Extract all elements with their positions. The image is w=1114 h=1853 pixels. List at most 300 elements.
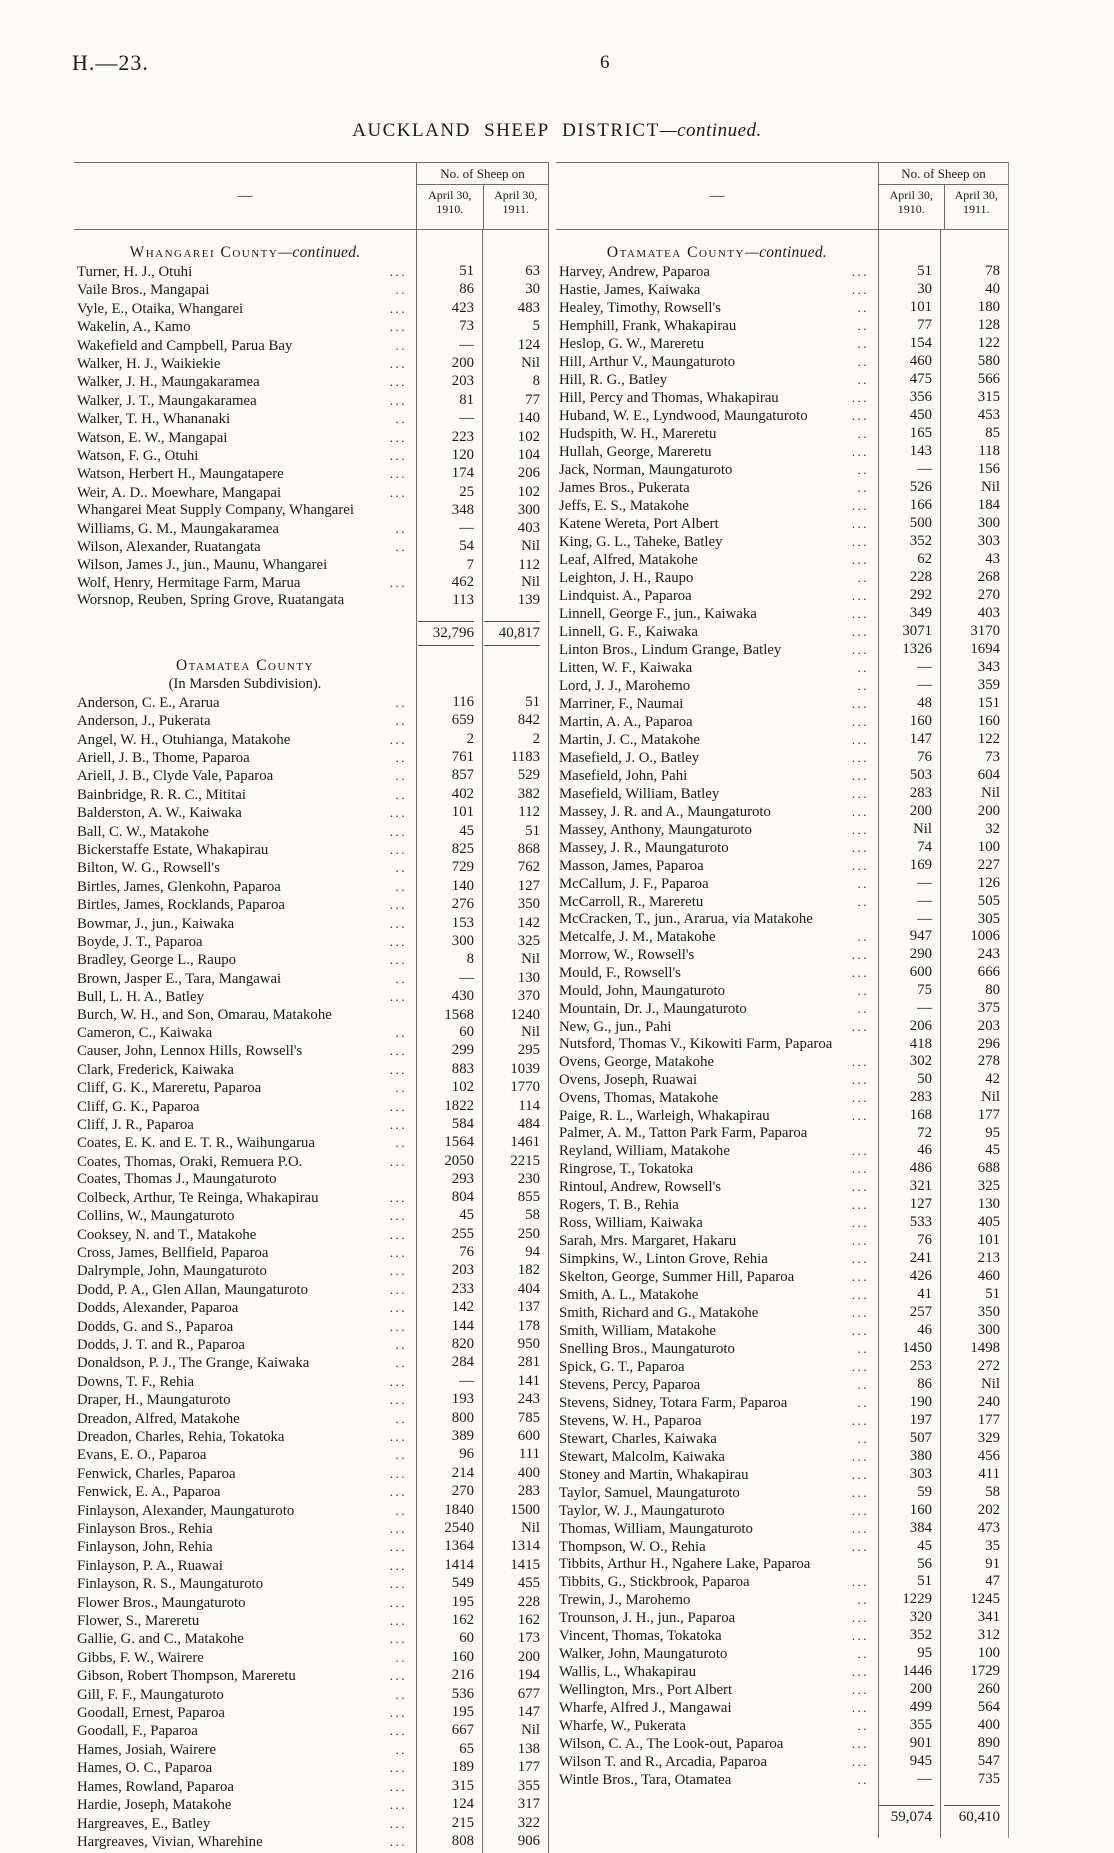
owner-name: Wharfe, Alfred J., Mangawai <box>559 1700 732 1716</box>
owner-name: Dalrymple, John, Maungaturoto <box>77 1263 267 1280</box>
owner-name: Flower Bros., Maungaturoto <box>77 1594 246 1611</box>
table-row <box>74 557 548 574</box>
sheep-1910-value: — <box>459 410 474 427</box>
owner-name-cell <box>556 515 878 533</box>
owner-name-cell <box>74 502 416 519</box>
owner-name-cell <box>74 1061 416 1079</box>
dot-leader: ... <box>389 1318 407 1334</box>
sheep-1911-value: 122 <box>977 731 1000 747</box>
owner-name-cell <box>556 785 878 803</box>
sheep-1910-value: 320 <box>909 1609 932 1625</box>
owner-name-cell <box>74 1796 416 1814</box>
owner-name-cell <box>74 1153 416 1171</box>
owner-name: Whangarei Meat Supply Company, Whangarei <box>77 502 354 519</box>
owner-name: Leaf, Alfred, Matakohe <box>559 552 698 568</box>
dot-leader: ... <box>851 588 869 603</box>
sheep-1910-value: 418 <box>909 1036 932 1052</box>
table-row <box>74 1299 548 1317</box>
owner-name-cell <box>556 857 878 875</box>
sheep-1910-value: 1326 <box>902 641 932 657</box>
owner-name-cell <box>74 465 416 483</box>
sheep-1911-value: 140 <box>517 410 540 427</box>
sheep-1911-value: 58 <box>985 1484 1000 1500</box>
col-header-1911: April 30, 1911. <box>944 185 1009 229</box>
table-row <box>74 392 548 410</box>
owner-name-cell <box>556 281 878 299</box>
sheep-1911-value: 130 <box>977 1196 1000 1212</box>
sheep-1910-value: 255 <box>451 1225 474 1242</box>
dot-leader: ... <box>389 374 407 390</box>
owner-name: Ariell, J. B., Thome, Paparoa <box>77 749 250 766</box>
owner-name: Harvey, Andrew, Paparoa <box>559 264 710 280</box>
dot-leader: ... <box>389 1465 407 1481</box>
sheep-1910-value: 1364 <box>444 1538 474 1555</box>
owner-name: Ariell, J. B., Clyde Vale, Paparoa <box>77 768 274 785</box>
owner-name: Brown, Jasper E., Tara, Mangawai <box>77 970 282 987</box>
sheep-1911-value: 151 <box>977 695 1000 711</box>
dot-leader: ... <box>389 1373 407 1389</box>
sheep-1910-value: 1564 <box>444 1134 474 1151</box>
total-1910-cell <box>416 619 482 648</box>
sheep-1911-value: 102 <box>517 483 540 500</box>
table-row <box>74 1796 548 1814</box>
dot-leader: ... <box>389 1760 407 1776</box>
dot-leader: ... <box>851 390 869 405</box>
sheep-1910-value: 3071 <box>902 623 932 639</box>
dot-leader: ... <box>851 732 869 747</box>
owner-name: Anderson, J., Pukerata <box>77 713 211 730</box>
dot-leader: .. <box>857 462 869 477</box>
sheep-1911-value: 325 <box>517 933 540 949</box>
owner-name: Wilson T. and R., Arcadia, Paparoa <box>559 1754 768 1770</box>
sheep-1910-value: 450 <box>909 407 932 423</box>
dot-leader: .. <box>395 1080 407 1096</box>
owner-name: Smith, A. L., Matakohe <box>559 1287 699 1303</box>
sheep-1911-value: 162 <box>517 1612 540 1629</box>
section-heading <box>74 657 416 675</box>
sheep-1910-value: 389 <box>451 1427 474 1444</box>
sheep-1911-value: 1314 <box>510 1538 540 1555</box>
sheep-1911-value: 400 <box>517 1464 540 1481</box>
dot-leader: ... <box>389 1833 407 1849</box>
owner-name-cell <box>556 1376 878 1394</box>
sheep-1910-value: 349 <box>909 605 932 621</box>
sheep-1910-value: 46 <box>917 1322 932 1338</box>
owner-name-cell <box>556 1663 878 1681</box>
sheep-1910-value: 197 <box>909 1412 932 1428</box>
sheep-1911-value: 762 <box>517 859 540 876</box>
sheep-1910-value: — <box>917 659 932 675</box>
owner-name: Donaldson, P. J., The Grange, Kaiwaka <box>77 1355 310 1372</box>
dot-leader: ... <box>851 714 869 729</box>
owner-name-cell <box>556 461 878 479</box>
sheep-1911-value: 529 <box>517 767 540 784</box>
dot-leader: .. <box>857 1001 869 1016</box>
document-reference: H.—23. <box>72 50 149 75</box>
dot-leader: ... <box>389 1226 407 1242</box>
table-row <box>74 300 548 318</box>
sheep-1910-value: 299 <box>451 1042 474 1059</box>
sheep-1910-value: 292 <box>909 587 932 603</box>
column-rule <box>416 230 417 1853</box>
page-title <box>0 120 1114 142</box>
sheep-1911-value: Nil <box>521 573 540 590</box>
owner-name: Ross, William, Kaiwaka <box>559 1215 703 1231</box>
sheep-1911-value: 483 <box>517 299 540 316</box>
table-row <box>74 1446 548 1464</box>
sheep-1910-value: 253 <box>909 1358 932 1374</box>
sheep-1911-value: 147 <box>517 1704 540 1721</box>
owner-name-cell <box>74 1465 416 1483</box>
dot-leader: ... <box>389 1208 407 1224</box>
dot-leader: .. <box>395 337 407 353</box>
dot-leader: ... <box>389 1815 407 1831</box>
sheep-1911-value: 906 <box>517 1832 540 1849</box>
table-row <box>74 988 548 1006</box>
owner-name-cell <box>556 731 878 749</box>
sheep-1911-value: 137 <box>517 1299 540 1316</box>
table-row <box>74 970 548 988</box>
owner-name: Bickerstaffe Estate, Whakapirau <box>77 841 269 858</box>
left-table <box>74 162 549 1853</box>
owner-name-cell <box>556 1340 878 1358</box>
owner-name: Litten, W. F., Kaiwaka <box>559 660 693 676</box>
sheep-1910-value: — <box>917 893 932 909</box>
dot-leader: ... <box>851 1161 869 1176</box>
owner-name-cell <box>556 623 878 641</box>
dot-leader: ... <box>389 1521 407 1536</box>
sheep-1911-value: 403 <box>517 519 540 536</box>
sheep-1911-value: 666 <box>977 964 1000 980</box>
sheep-1910-value: 8 <box>466 951 474 968</box>
dot-leader: .. <box>857 426 869 441</box>
dot-leader: ... <box>851 1754 869 1769</box>
sheep-1911-value: 300 <box>977 1322 1000 1338</box>
owner-name: Finlayson, P. A., Ruawai <box>77 1557 223 1574</box>
owner-name-cell <box>74 1667 416 1685</box>
sheep-1911-value: Nil <box>521 538 540 555</box>
sheep-1910-value: 120 <box>451 447 474 464</box>
table-row <box>74 804 548 822</box>
owner-name: Gibson, Robert Thompson, Mareretu <box>77 1668 296 1685</box>
owner-name: Paige, R. L., Warleigh, Whakapirau <box>559 1108 770 1124</box>
owner-name-cell <box>556 1322 878 1340</box>
owner-name-cell <box>556 1142 878 1160</box>
sheep-1910-value: 214 <box>451 1464 474 1481</box>
sheep-1911-value: 295 <box>517 1042 540 1059</box>
section-heading <box>556 244 878 262</box>
dot-leader: .. <box>395 1686 407 1702</box>
owner-name: Stevens, W. H., Paparoa <box>559 1413 702 1429</box>
sheep-1910-value: 48 <box>917 695 932 711</box>
table-row <box>74 1207 548 1225</box>
sheep-1910-value: 384 <box>909 1520 932 1536</box>
sheep-1911-value: 1245 <box>970 1591 1000 1607</box>
column-rule <box>940 230 941 1838</box>
owner-name: Hastie, James, Kaiwaka <box>559 282 701 298</box>
name-column-header: — <box>237 187 253 204</box>
owner-name-cell <box>74 731 416 749</box>
name-column-header: — <box>709 187 725 204</box>
owner-name-cell <box>556 821 878 839</box>
owner-name-cell <box>74 281 416 299</box>
owner-name-cell <box>556 641 878 659</box>
owner-name: Snelling Bros., Maungaturoto <box>559 1341 735 1357</box>
sheep-1911-value: 677 <box>517 1685 540 1702</box>
sheep-1911-value: 1183 <box>510 748 540 765</box>
sheep-1910-value: — <box>459 336 474 353</box>
owner-name: Rintoul, Andrew, Rowsell's <box>559 1179 722 1195</box>
table-row <box>74 786 548 804</box>
owner-name-cell <box>74 1318 416 1336</box>
section-subheading: (In Marsden Subdivision). <box>168 675 322 692</box>
owner-name-cell <box>74 592 416 609</box>
sheep-1911-value: 2215 <box>510 1152 540 1169</box>
sheep-1910-value: — <box>917 1771 932 1787</box>
table-row <box>74 749 548 767</box>
owner-name: Birtles, James, Glenkohn, Paparoa <box>77 878 281 895</box>
owner-name-cell <box>556 1591 878 1609</box>
dot-leader: ... <box>851 1215 869 1230</box>
table-row <box>74 1465 548 1483</box>
owner-name-cell <box>74 933 416 951</box>
sheep-1911-value: 51 <box>525 693 540 710</box>
owner-name-cell <box>556 1502 878 1520</box>
dot-leader: ... <box>851 1485 869 1500</box>
left-table-header <box>74 163 548 230</box>
sheep-1911-value: Nil <box>981 1376 1000 1392</box>
owner-name-cell <box>74 447 416 465</box>
owner-name: Finlayson, John, Rehia <box>77 1539 213 1556</box>
sheep-1910-value: 200 <box>451 355 474 372</box>
owner-name-cell <box>74 1042 416 1060</box>
sheep-1910-value: — <box>459 969 474 986</box>
table-row <box>74 1226 548 1244</box>
table-row <box>74 373 548 391</box>
owner-name-cell <box>556 353 878 371</box>
dot-leader: ... <box>389 264 407 279</box>
sheep-1910-value: 356 <box>909 389 932 405</box>
sheep-1910-value: 1229 <box>902 1591 932 1607</box>
sheep-1911-value: 160 <box>977 713 1000 729</box>
owner-name: Stewart, Malcolm, Kaiwaka <box>559 1449 726 1465</box>
owner-name-cell <box>556 964 878 982</box>
owner-name-cell <box>74 1281 416 1299</box>
owner-name-cell <box>74 1704 416 1722</box>
dot-leader: ... <box>851 1054 869 1069</box>
sheep-1911-value: 8 <box>532 373 540 390</box>
sheep-1911-value: Nil <box>981 479 1000 495</box>
table-row <box>74 1410 548 1428</box>
owner-name: Flower, S., Mareretu <box>77 1613 200 1630</box>
sheep-1910-value: 215 <box>451 1814 474 1831</box>
sheep-1911-value: 547 <box>977 1753 1000 1769</box>
dot-leader: ... <box>389 1117 407 1133</box>
owner-name-cell <box>556 1484 878 1502</box>
owner-name-cell <box>556 335 878 353</box>
owner-name-cell <box>74 1226 416 1244</box>
dot-leader: ... <box>851 534 869 549</box>
owner-name: Linnell, G. F., Kaiwaka <box>559 624 698 640</box>
table-row <box>74 538 548 556</box>
owner-name: Linton Bros., Lindum Grange, Batley <box>559 642 782 658</box>
sheep-1911-value: 80 <box>985 982 1000 998</box>
sheep-1910-value: 500 <box>909 515 932 531</box>
sheep-1911-value: 112 <box>518 804 540 821</box>
owner-name-cell <box>556 533 878 551</box>
owner-name: Massey, Anthony, Maungaturoto <box>559 822 752 838</box>
sheep-1910-value: 2 <box>466 730 474 747</box>
sheep-1910-value: 140 <box>451 877 474 894</box>
owner-name: Smith, William, Matakohe <box>559 1323 716 1339</box>
sheep-1910-value: 533 <box>909 1214 932 1230</box>
dot-leader: ... <box>851 1736 869 1751</box>
owner-name: Massey, J. R., Maungaturoto <box>559 840 729 856</box>
sheep-1911-value: 202 <box>977 1502 1000 1518</box>
sheep-1911-value: 278 <box>977 1053 1000 1069</box>
owner-name: McCarroll, R., Mareretu <box>559 894 704 910</box>
dot-leader: ... <box>851 786 869 801</box>
table-row <box>74 1759 548 1777</box>
sheep-1911-value: 182 <box>517 1262 540 1279</box>
dot-leader: ... <box>389 466 407 482</box>
owner-name-cell <box>74 1116 416 1134</box>
sheep-1910-value: 216 <box>451 1667 474 1684</box>
owner-name: Bainbridge, R. R. C., Mititai <box>77 786 246 803</box>
table-row <box>74 859 548 877</box>
dot-leader: .. <box>857 1377 869 1392</box>
table-row <box>74 878 548 896</box>
sheep-1911-value: 322 <box>517 1814 540 1831</box>
owner-name-cell <box>74 859 416 877</box>
sheep-1910-value: 143 <box>909 443 932 459</box>
sheep-1910-value: 45 <box>459 822 474 839</box>
sheep-1910-value: 51 <box>459 263 474 279</box>
owner-name-cell <box>74 1594 416 1612</box>
dot-leader: ... <box>851 858 869 873</box>
sheep-1910-value: 276 <box>451 896 474 913</box>
owner-name: Goodall, F., Paparoa <box>77 1723 198 1740</box>
owner-name: Massey, J. R. and A., Maungaturoto <box>559 804 771 820</box>
sheep-1910-value: 901 <box>909 1735 932 1751</box>
owner-name-cell <box>74 1373 416 1391</box>
owner-name: Cross, James, Bellfield, Paparoa <box>77 1244 269 1261</box>
dot-leader: ... <box>851 1521 869 1536</box>
sheep-1910-value: 800 <box>451 1409 474 1426</box>
totals-rule <box>484 645 540 646</box>
table-row <box>74 1116 548 1134</box>
total-1910-cell <box>878 1803 940 1826</box>
dot-leader: .. <box>857 1341 869 1356</box>
sheep-1910-value: 233 <box>451 1280 474 1297</box>
owner-name: Stewart, Charles, Kaiwaka <box>559 1431 717 1447</box>
sheep-1911-value: 139 <box>517 592 540 609</box>
sheep-1910-value: — <box>917 1000 932 1016</box>
owner-name-cell <box>556 1735 878 1753</box>
owner-name-cell <box>74 712 416 730</box>
dot-leader: ... <box>389 356 407 372</box>
sheep-1910-value: 1822 <box>444 1097 474 1114</box>
owner-name: Bowmar, J., jun., Kaiwaka <box>77 915 235 932</box>
sheep-1910-value: 101 <box>451 804 474 821</box>
sheep-1910-value: 270 <box>451 1483 474 1500</box>
page-title-main: AUCKLAND SHEEP DISTRICT <box>352 120 660 141</box>
dot-leader: ... <box>851 750 869 765</box>
section-heading <box>74 244 416 262</box>
total-1910: 59,074 <box>890 1809 932 1825</box>
table-row <box>74 1171 548 1188</box>
table-row <box>74 951 548 969</box>
owner-name-cell <box>74 410 416 428</box>
owner-name: Colbeck, Arthur, Te Reinga, Whakapirau <box>77 1189 319 1206</box>
sheep-1910-value: 65 <box>459 1740 474 1757</box>
dot-leader: ... <box>851 408 869 423</box>
owner-name-cell <box>74 1483 416 1501</box>
owner-name-cell <box>556 1699 878 1717</box>
owner-name-cell <box>556 371 878 389</box>
owner-name-cell <box>556 1071 878 1089</box>
sheep-1910-value: 380 <box>909 1448 932 1464</box>
sheep-1911-value: 505 <box>977 893 1000 909</box>
owner-name-cell <box>556 1018 878 1036</box>
dot-leader: .. <box>857 894 869 909</box>
table-row <box>74 1594 548 1612</box>
totals-rule <box>418 645 474 646</box>
dot-leader: ... <box>389 731 407 747</box>
sheep-1910-value: 503 <box>909 767 932 783</box>
table-row <box>74 1722 548 1740</box>
owner-name: Leighton, J. H., Raupo <box>559 570 694 586</box>
owner-name: Morrow, W., Rowsell's <box>559 947 695 963</box>
owner-name-cell <box>556 1304 878 1322</box>
owner-name: Hardie, Joseph, Matakohe <box>77 1797 232 1814</box>
right-table-body <box>556 230 1008 1838</box>
sheep-1911-value: 156 <box>977 461 1000 477</box>
sheep-1911-value: 102 <box>517 428 540 445</box>
sheep-1911-value: 1770 <box>510 1079 540 1096</box>
table-row <box>74 429 548 447</box>
sheep-1910-value: 303 <box>909 1466 932 1482</box>
table-row <box>74 896 548 914</box>
dot-leader: ... <box>389 1576 407 1592</box>
sheep-1911-value: 1461 <box>510 1134 540 1151</box>
owner-name-cell <box>74 767 416 785</box>
table-row <box>74 1079 548 1097</box>
sheep-1910-value: 507 <box>909 1430 932 1446</box>
sheep-1910-value: — <box>917 461 932 477</box>
sheep-1911-value: 78 <box>985 263 1000 279</box>
owner-name-cell <box>556 911 878 928</box>
table-row <box>74 281 548 299</box>
dot-leader: .. <box>857 1431 869 1446</box>
sheep-1910-value: 72 <box>917 1125 932 1141</box>
sheep-1910-value: 81 <box>459 391 474 408</box>
owner-name: Hargreaves, Vivian, Wharehine <box>77 1833 263 1850</box>
dot-leader: ... <box>389 1613 407 1629</box>
sheep-1910-value: 160 <box>909 1502 932 1518</box>
table-row <box>74 915 548 933</box>
dot-leader: ... <box>389 952 407 968</box>
table-row <box>74 1244 548 1262</box>
dot-leader: .. <box>395 1741 407 1757</box>
sheep-1910-value: 302 <box>909 1053 932 1069</box>
sheep-1911-value: 95 <box>985 1125 1000 1141</box>
sheep-1911-value: 100 <box>977 839 1000 855</box>
owner-name: Hill, Arthur V., Maungaturoto <box>559 354 736 370</box>
table-row <box>74 1538 548 1556</box>
dot-leader: .. <box>395 282 407 298</box>
owner-name: Gallie, G. and C., Matakohe <box>77 1631 244 1648</box>
